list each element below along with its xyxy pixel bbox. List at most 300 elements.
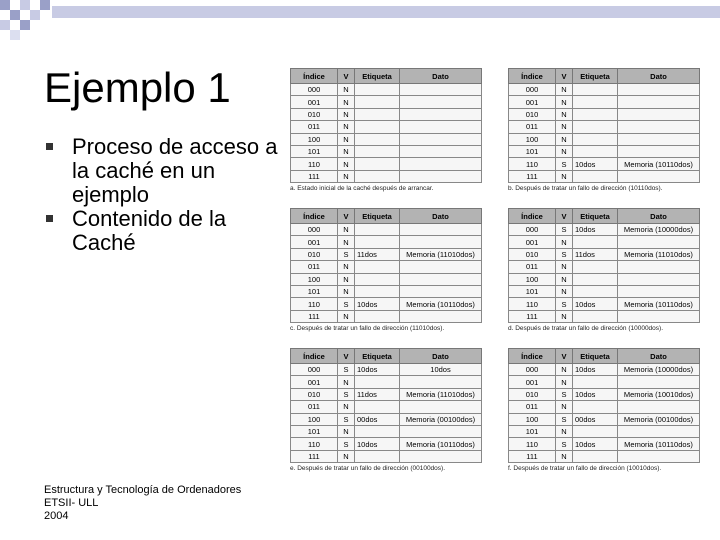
table-row: [509, 364, 700, 376]
cell-tag: [355, 236, 400, 248]
cell-data: [400, 96, 482, 108]
header-tag: Etiqueta: [573, 69, 618, 84]
table-header-row: [291, 349, 482, 364]
cell-tag: [355, 285, 400, 297]
cell-index: 011: [509, 121, 556, 133]
cell-tag: [573, 96, 618, 108]
header-index: Índice: [291, 69, 338, 84]
cell-valid: S: [338, 438, 355, 450]
cell-valid: S: [338, 248, 355, 260]
cache-table: [290, 348, 482, 463]
cell-tag: [573, 145, 618, 157]
cache-table-c: [290, 208, 482, 332]
cell-tag: [355, 273, 400, 285]
cache-table-a: [290, 68, 482, 192]
cache-table-b: [508, 68, 700, 192]
cell-data: [618, 96, 700, 108]
table-row: [509, 388, 700, 400]
table-row: [291, 133, 482, 145]
cell-tag: 00dos: [573, 413, 618, 425]
cell-tag: 10dos: [573, 438, 618, 450]
cell-index: 111: [291, 310, 338, 322]
table-row: [509, 108, 700, 120]
table-row: [509, 96, 700, 108]
header-data: Dato: [618, 349, 700, 364]
cell-data: Memoria (10110dos): [618, 158, 700, 170]
header-valid: V: [338, 69, 355, 84]
table-row: [509, 158, 700, 170]
cell-tag: 10dos: [573, 158, 618, 170]
table-caption: f. Después de tratar un fallo de dirección (10010dos).: [508, 465, 662, 473]
cell-tag: 10dos: [573, 298, 618, 310]
table-row: [291, 261, 482, 273]
cell-valid: N: [556, 425, 573, 437]
bullet-text: Contenido de la Caché: [72, 206, 227, 255]
header-tag: Etiqueta: [355, 209, 400, 224]
cell-data: Memoria (11010dos): [618, 248, 700, 260]
cell-index: 100: [291, 273, 338, 285]
cell-index: 001: [291, 96, 338, 108]
cell-valid: N: [338, 121, 355, 133]
table-row: [291, 236, 482, 248]
header-data: Dato: [400, 209, 482, 224]
cell-tag: 11dos: [355, 388, 400, 400]
table-row: [291, 108, 482, 120]
cell-index: 011: [509, 261, 556, 273]
cache-table: [290, 68, 482, 183]
table-caption: b. Después de tratar un fallo de dirección (10110dos).: [508, 185, 663, 193]
cell-index: 110: [509, 298, 556, 310]
cell-valid: N: [338, 158, 355, 170]
cell-data: [400, 84, 482, 96]
cell-index: 111: [509, 170, 556, 182]
table-header-row: [509, 209, 700, 224]
table-row: [509, 261, 700, 273]
cell-index: 111: [509, 450, 556, 462]
cell-tag: 10dos: [355, 364, 400, 376]
cell-data: [400, 133, 482, 145]
cell-data: Memoria (10010dos): [618, 388, 700, 400]
cell-data: [400, 224, 482, 236]
cell-index: 110: [291, 438, 338, 450]
cell-tag: [355, 425, 400, 437]
footer: [44, 484, 241, 523]
cell-data: [618, 84, 700, 96]
table-row: [509, 145, 700, 157]
cell-valid: S: [556, 248, 573, 260]
table-row: [291, 285, 482, 297]
table-header-row: [509, 69, 700, 84]
cell-tag: [573, 236, 618, 248]
table-row: [291, 84, 482, 96]
table-row: [509, 425, 700, 437]
cell-index: 010: [509, 248, 556, 260]
cell-index: 100: [291, 133, 338, 145]
cell-index: 010: [291, 108, 338, 120]
cell-tag: [355, 145, 400, 157]
table-row: [509, 170, 700, 182]
table-row: [509, 248, 700, 260]
cache-table: [508, 348, 700, 463]
table-row: [291, 450, 482, 462]
cache-table: [290, 208, 482, 323]
cell-index: 101: [509, 145, 556, 157]
header-index: Índice: [291, 209, 338, 224]
cell-index: 001: [291, 236, 338, 248]
cell-data: Memoria (10110dos): [618, 298, 700, 310]
cell-valid: N: [338, 285, 355, 297]
cell-valid: N: [556, 285, 573, 297]
cell-index: 100: [509, 413, 556, 425]
header-index: Índice: [291, 349, 338, 364]
cell-index: 100: [291, 413, 338, 425]
cell-data: [400, 261, 482, 273]
cell-tag: [573, 376, 618, 388]
cell-data: Memoria (10110dos): [400, 298, 482, 310]
cell-data: [618, 376, 700, 388]
cell-tag: [355, 84, 400, 96]
table-caption: c. Después de tratar un fallo de dirección (11010dos).: [290, 325, 445, 333]
cell-data: [400, 450, 482, 462]
header-data: Dato: [400, 349, 482, 364]
cell-data: [618, 285, 700, 297]
cell-tag: 10dos: [355, 298, 400, 310]
cell-valid: N: [338, 170, 355, 182]
table-header-row: [291, 69, 482, 84]
header-index: Índice: [509, 349, 556, 364]
table-row: [291, 248, 482, 260]
cell-data: [400, 425, 482, 437]
cell-data: [400, 121, 482, 133]
cell-valid: S: [338, 364, 355, 376]
table-row: [291, 413, 482, 425]
cell-valid: S: [556, 158, 573, 170]
header-data: Dato: [618, 69, 700, 84]
cell-valid: N: [556, 84, 573, 96]
cell-index: 101: [291, 145, 338, 157]
cell-data: [618, 273, 700, 285]
cell-index: 011: [291, 401, 338, 413]
cell-data: [618, 261, 700, 273]
cell-valid: S: [556, 298, 573, 310]
cell-valid: N: [338, 376, 355, 388]
header-valid: V: [556, 349, 573, 364]
cell-data: [618, 310, 700, 322]
cell-index: 000: [509, 84, 556, 96]
cell-tag: 10dos: [573, 224, 618, 236]
cell-valid: N: [338, 145, 355, 157]
corner-decoration: [0, 0, 720, 40]
cache-table-d: [508, 208, 700, 332]
footer-line: Estructura y Tecnología de Ordenadores: [44, 484, 242, 496]
header-tag: Etiqueta: [573, 349, 618, 364]
table-row: [509, 438, 700, 450]
cell-tag: [573, 450, 618, 462]
cell-tag: [573, 108, 618, 120]
cell-data: Memoria (10110dos): [618, 438, 700, 450]
cell-index: 001: [509, 96, 556, 108]
table-row: [291, 438, 482, 450]
table-row: [509, 298, 700, 310]
cell-valid: N: [556, 261, 573, 273]
table-row: [509, 224, 700, 236]
cell-index: 010: [509, 108, 556, 120]
cell-data: [400, 401, 482, 413]
cell-tag: [355, 310, 400, 322]
table-row: [291, 170, 482, 182]
header-valid: V: [556, 209, 573, 224]
cell-data: [618, 108, 700, 120]
cell-valid: N: [338, 401, 355, 413]
bullet-text: Proceso de acceso a la caché en un ejemplo: [72, 134, 278, 207]
cell-tag: 11dos: [573, 248, 618, 260]
table-row: [291, 145, 482, 157]
cell-valid: N: [556, 310, 573, 322]
cell-data: [618, 236, 700, 248]
cell-tag: [355, 158, 400, 170]
cell-data: [618, 425, 700, 437]
cell-valid: N: [338, 108, 355, 120]
cell-index: 101: [509, 425, 556, 437]
cell-tag: [573, 121, 618, 133]
cell-index: 011: [509, 401, 556, 413]
cell-tag: [573, 84, 618, 96]
cell-index: 010: [509, 388, 556, 400]
cell-tag: [355, 108, 400, 120]
cell-data: [400, 285, 482, 297]
cell-tag: [573, 425, 618, 437]
cell-index: 001: [509, 376, 556, 388]
cell-valid: S: [556, 224, 573, 236]
cell-index: 011: [291, 121, 338, 133]
cell-data: [618, 450, 700, 462]
cell-index: 010: [291, 388, 338, 400]
cell-data: 10dos: [400, 364, 482, 376]
cell-data: [400, 158, 482, 170]
bullet-list: [44, 135, 284, 255]
cell-tag: [573, 261, 618, 273]
cell-valid: N: [338, 450, 355, 462]
cell-valid: N: [556, 376, 573, 388]
table-row: [509, 121, 700, 133]
table-caption: d. Después de tratar un fallo de dirección (10000dos).: [508, 325, 664, 333]
table-row: [291, 376, 482, 388]
table-row: [509, 450, 700, 462]
cell-data: [400, 145, 482, 157]
cell-data: Memoria (00100dos): [618, 413, 700, 425]
cell-valid: S: [556, 438, 573, 450]
cell-data: [618, 145, 700, 157]
cell-valid: N: [556, 273, 573, 285]
cell-valid: N: [338, 425, 355, 437]
cell-valid: N: [338, 96, 355, 108]
slide-title: Ejemplo 1: [44, 64, 231, 111]
table-row: [509, 236, 700, 248]
cell-valid: S: [338, 413, 355, 425]
cell-index: 110: [509, 438, 556, 450]
cell-data: Memoria (00100dos): [400, 413, 482, 425]
table-caption: a. Estado inicial de la caché después de arrancar.: [290, 185, 434, 193]
cell-tag: [355, 224, 400, 236]
cache-table-f: [508, 348, 700, 472]
bullet-item: [44, 135, 284, 207]
table-header-row: [509, 349, 700, 364]
cell-data: [400, 273, 482, 285]
cell-tag: 10dos: [573, 364, 618, 376]
table-row: [509, 133, 700, 145]
cell-index: 001: [509, 236, 556, 248]
cell-valid: N: [338, 310, 355, 322]
cell-valid: N: [556, 133, 573, 145]
cell-index: 101: [291, 285, 338, 297]
cell-data: [618, 133, 700, 145]
bullet-item: [44, 207, 284, 255]
cell-index: 110: [291, 298, 338, 310]
cell-tag: [355, 170, 400, 182]
cell-data: Memoria (10110dos): [400, 438, 482, 450]
cell-index: 100: [509, 273, 556, 285]
cell-data: Memoria (10000dos): [618, 224, 700, 236]
header-index: Índice: [509, 69, 556, 84]
cell-valid: S: [556, 388, 573, 400]
header-data: Dato: [618, 209, 700, 224]
cell-tag: [355, 376, 400, 388]
cell-tag: [573, 273, 618, 285]
cell-valid: S: [556, 413, 573, 425]
cell-tag: [355, 121, 400, 133]
cell-valid: N: [556, 145, 573, 157]
footer-line: 2004: [44, 510, 69, 522]
cell-valid: N: [556, 170, 573, 182]
cell-valid: N: [556, 108, 573, 120]
table-row: [291, 388, 482, 400]
cell-tag: [355, 96, 400, 108]
header-index: Índice: [509, 209, 556, 224]
cell-tag: [355, 133, 400, 145]
table-row: [509, 285, 700, 297]
table-row: [509, 310, 700, 322]
footer-line: ETSII- ULL: [44, 497, 99, 509]
square-bullet-icon: [46, 215, 53, 222]
cell-index: 000: [509, 224, 556, 236]
table-header-row: [291, 209, 482, 224]
cell-valid: N: [338, 84, 355, 96]
cell-valid: S: [338, 388, 355, 400]
cell-tag: [573, 285, 618, 297]
cell-valid: N: [556, 96, 573, 108]
table-row: [291, 298, 482, 310]
table-row: [291, 96, 482, 108]
cell-tag: [573, 133, 618, 145]
cell-tag: 10dos: [355, 438, 400, 450]
cache-table-e: [290, 348, 482, 472]
table-row: [291, 425, 482, 437]
cell-valid: N: [338, 133, 355, 145]
cell-valid: N: [338, 236, 355, 248]
cell-index: 000: [509, 364, 556, 376]
cell-valid: N: [556, 236, 573, 248]
cell-index: 110: [509, 158, 556, 170]
cell-tag: [573, 310, 618, 322]
cell-data: [400, 170, 482, 182]
table-row: [291, 121, 482, 133]
cell-index: 000: [291, 224, 338, 236]
cell-data: Memoria (11010dos): [400, 388, 482, 400]
cell-index: 111: [291, 170, 338, 182]
cell-data: [400, 236, 482, 248]
cache-table: [508, 68, 700, 183]
cell-valid: N: [556, 121, 573, 133]
table-row: [291, 401, 482, 413]
cell-tag: [573, 170, 618, 182]
header-tag: Etiqueta: [573, 209, 618, 224]
cache-table: [508, 208, 700, 323]
square-bullet-icon: [46, 143, 53, 150]
cell-index: 100: [509, 133, 556, 145]
cell-index: 111: [509, 310, 556, 322]
cell-data: [618, 401, 700, 413]
table-row: [509, 401, 700, 413]
table-row: [291, 310, 482, 322]
table-row: [291, 158, 482, 170]
cell-tag: [355, 401, 400, 413]
cell-tag: [355, 450, 400, 462]
cell-index: 010: [291, 248, 338, 260]
table-row: [291, 273, 482, 285]
cell-valid: N: [556, 364, 573, 376]
cell-index: 011: [291, 261, 338, 273]
table-row: [291, 224, 482, 236]
header-tag: Etiqueta: [355, 69, 400, 84]
table-row: [509, 273, 700, 285]
cell-tag: [573, 401, 618, 413]
header-valid: V: [556, 69, 573, 84]
cell-data: [400, 108, 482, 120]
cell-valid: N: [338, 224, 355, 236]
cell-tag: [355, 261, 400, 273]
cell-data: [618, 170, 700, 182]
table-row: [509, 84, 700, 96]
cell-index: 000: [291, 364, 338, 376]
table-row: [509, 376, 700, 388]
cell-valid: S: [338, 298, 355, 310]
cell-data: Memoria (11010dos): [400, 248, 482, 260]
cell-index: 101: [509, 285, 556, 297]
cell-tag: 11dos: [355, 248, 400, 260]
table-caption: e. Después de tratar un fallo de dirección (00100dos).: [290, 465, 446, 473]
cell-index: 111: [291, 450, 338, 462]
cell-valid: N: [338, 273, 355, 285]
table-row: [291, 364, 482, 376]
cell-valid: N: [556, 401, 573, 413]
cell-index: 101: [291, 425, 338, 437]
header-tag: Etiqueta: [355, 349, 400, 364]
cell-tag: 10dos: [573, 388, 618, 400]
cell-index: 001: [291, 376, 338, 388]
table-row: [509, 413, 700, 425]
cell-tag: 00dos: [355, 413, 400, 425]
cell-index: 000: [291, 84, 338, 96]
header-valid: V: [338, 349, 355, 364]
cell-data: [618, 121, 700, 133]
cell-data: [400, 376, 482, 388]
cell-valid: N: [338, 261, 355, 273]
cell-data: [400, 310, 482, 322]
header-valid: V: [338, 209, 355, 224]
header-data: Dato: [400, 69, 482, 84]
cell-valid: N: [556, 450, 573, 462]
cell-index: 110: [291, 158, 338, 170]
